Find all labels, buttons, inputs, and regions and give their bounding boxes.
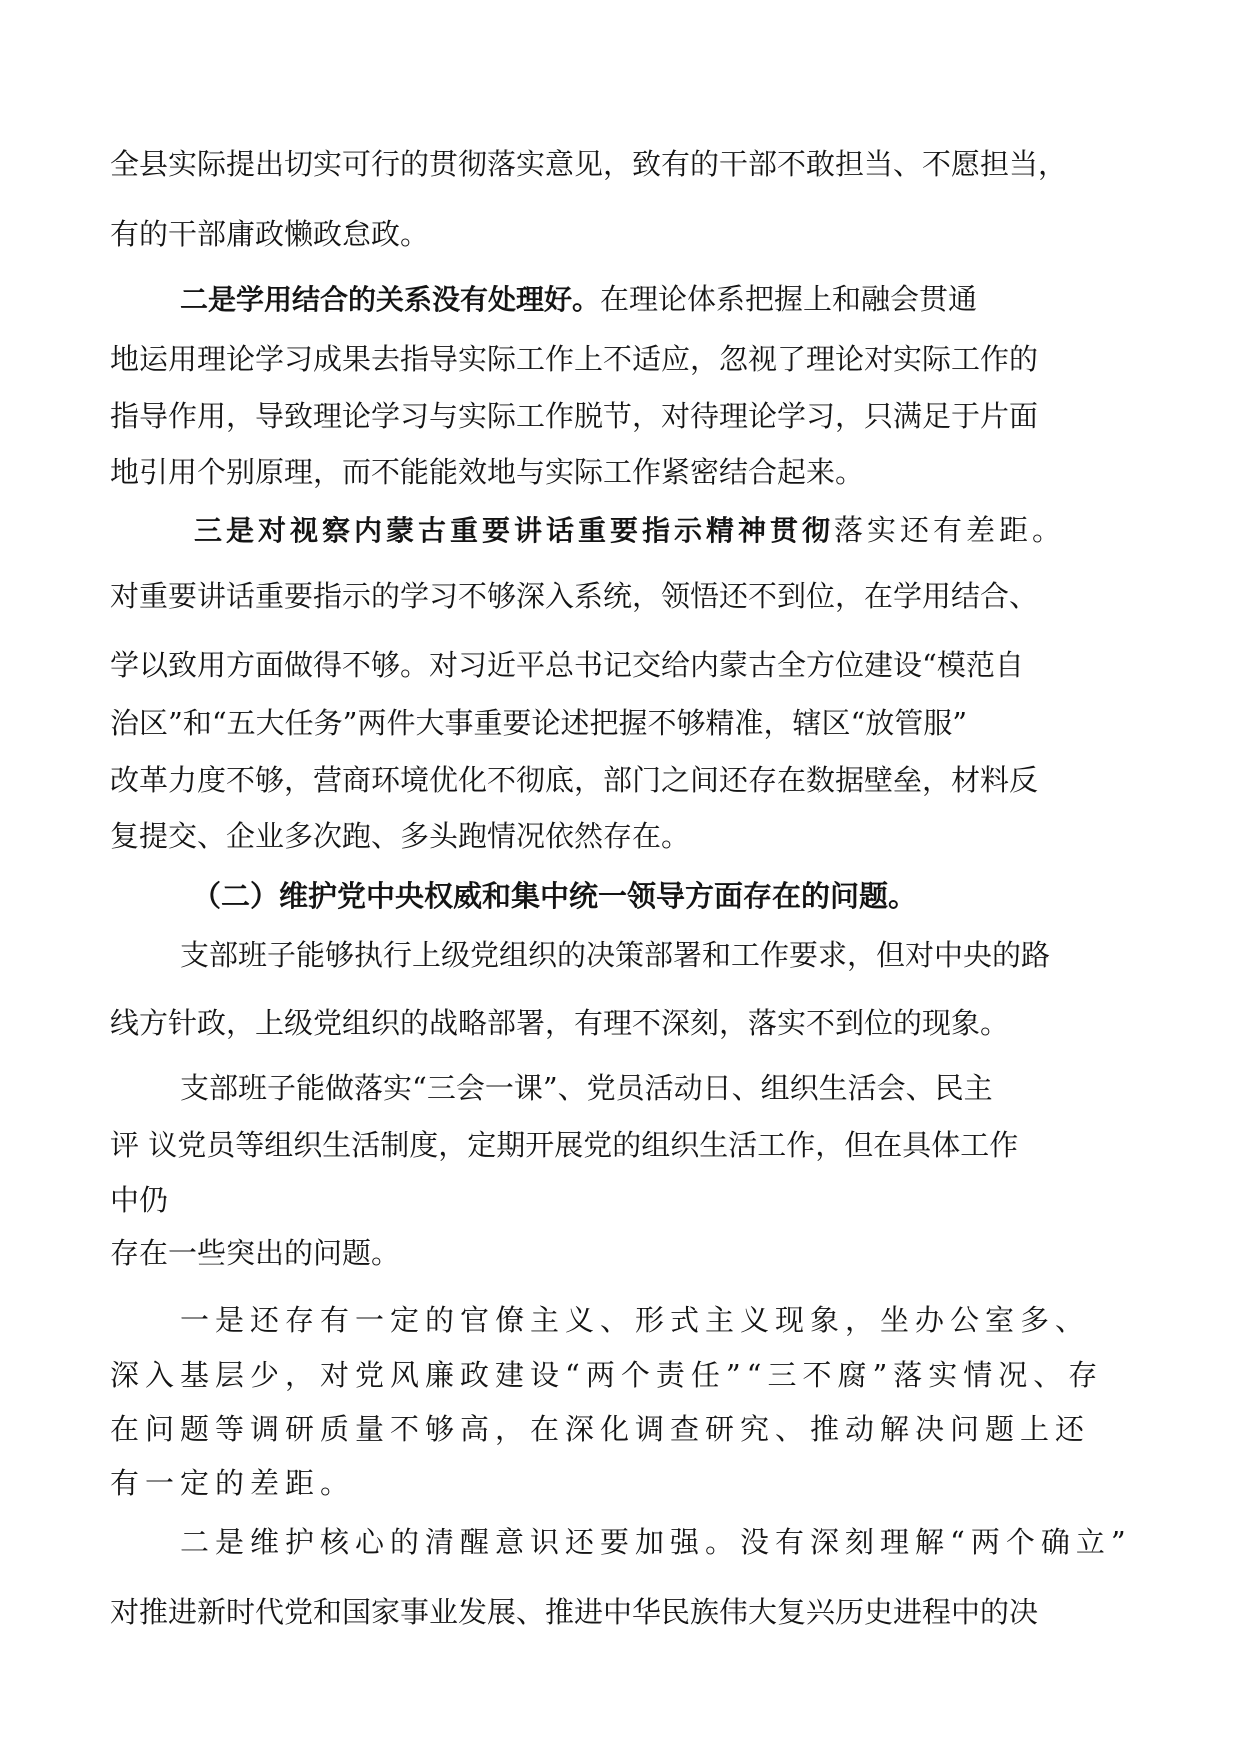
section-heading: （二）维护党中央权威和集中统一领导方面存在的问题。 bbox=[192, 879, 918, 913]
paragraph-line: 在问题等调研质量不够高，在深化调查研究、推动解决问题上还 bbox=[110, 1412, 1091, 1446]
paragraph-line: 存在一些突出的问题。 bbox=[110, 1236, 401, 1270]
paragraph-line: 一是还存有一定的官僚主义、形式主义现象，坐办公室多、 bbox=[180, 1303, 1091, 1337]
paragraph-line: 改革力度不够，营商环境优化不彻底，部门之间还存在数据壁垒，材料反 bbox=[110, 763, 1039, 797]
paragraph-line: 全县实际提出切实可行的贯彻落实意见，致有的干部不敢担当、不愿担当， bbox=[110, 147, 1068, 181]
paragraph-line: 对推进新时代党和国家事业发展、推进中华民族伟大复兴历史进程中的决 bbox=[110, 1595, 1039, 1629]
paragraph-line: 二是维护核心的清醒意识还要加强。没有深刻理解“两个确立” bbox=[180, 1525, 1132, 1559]
section-item-3 bbox=[194, 510, 1065, 551]
paragraph-line: 支部班子能够执行上级党组织的决策部署和工作要求，但对中央的路 bbox=[180, 938, 1051, 972]
paragraph-line: 学以致用方面做得不够。对习近平总书记交给内蒙古全方位建设“模范自 bbox=[110, 648, 1024, 682]
paragraph-line: 对重要讲话重要指示的学习不够深入系统，领悟还不到位，在学用结合、 bbox=[110, 579, 1039, 613]
paragraph-line: 地引用个别原理，而不能能效地与实际工作紧密结合起来。 bbox=[110, 455, 865, 489]
paragraph-line: 评 议党员等组织生活制度，定期开展党的组织生活工作，但在具体工作 bbox=[110, 1128, 1019, 1162]
paragraph-line: 有一定的差距。 bbox=[110, 1466, 356, 1500]
paragraph-line: 线方针政，上级党组织的战略部署，有理不深刻，落实不到位的现象。 bbox=[110, 1006, 1010, 1040]
bold-heading: 二是学用结合的关系没有处理好。 bbox=[180, 283, 601, 316]
paragraph-line: 指导作用，导致理论学习与实际工作脱节，对待理论学习，只满足于片面 bbox=[110, 399, 1039, 433]
paragraph-line: 支部班子能做落实“三会一课”、党员活动日、组织生活会、民主 bbox=[180, 1071, 993, 1105]
bold-heading: 三是对视察内蒙古重要讲话重要指示精神贯彻 bbox=[194, 514, 835, 547]
section-item-2 bbox=[180, 279, 977, 320]
paragraph-text: 在理论体系把握上和融会贯通 bbox=[600, 282, 978, 316]
paragraph-line: 深入基层少，对党风廉政建设“两个责任”“三不腐”落实情况、存 bbox=[110, 1358, 1104, 1392]
paragraph-line: 有的干部庸政懒政怠政。 bbox=[110, 217, 430, 251]
paragraph-text: 落实还有差距。 bbox=[834, 513, 1066, 547]
paragraph-line: 复提交、企业多次跑、多头跑情况依然存在。 bbox=[110, 819, 691, 853]
paragraph-line: 地运用理论学习成果去指导实际工作上不适应，忽视了理论对实际工作的 bbox=[110, 342, 1039, 376]
paragraph-line: 治区”和“五大任务”两件大事重要论述把握不够精准，辖区“放管服” bbox=[110, 706, 968, 740]
paragraph-line: 中仍 bbox=[110, 1183, 169, 1217]
